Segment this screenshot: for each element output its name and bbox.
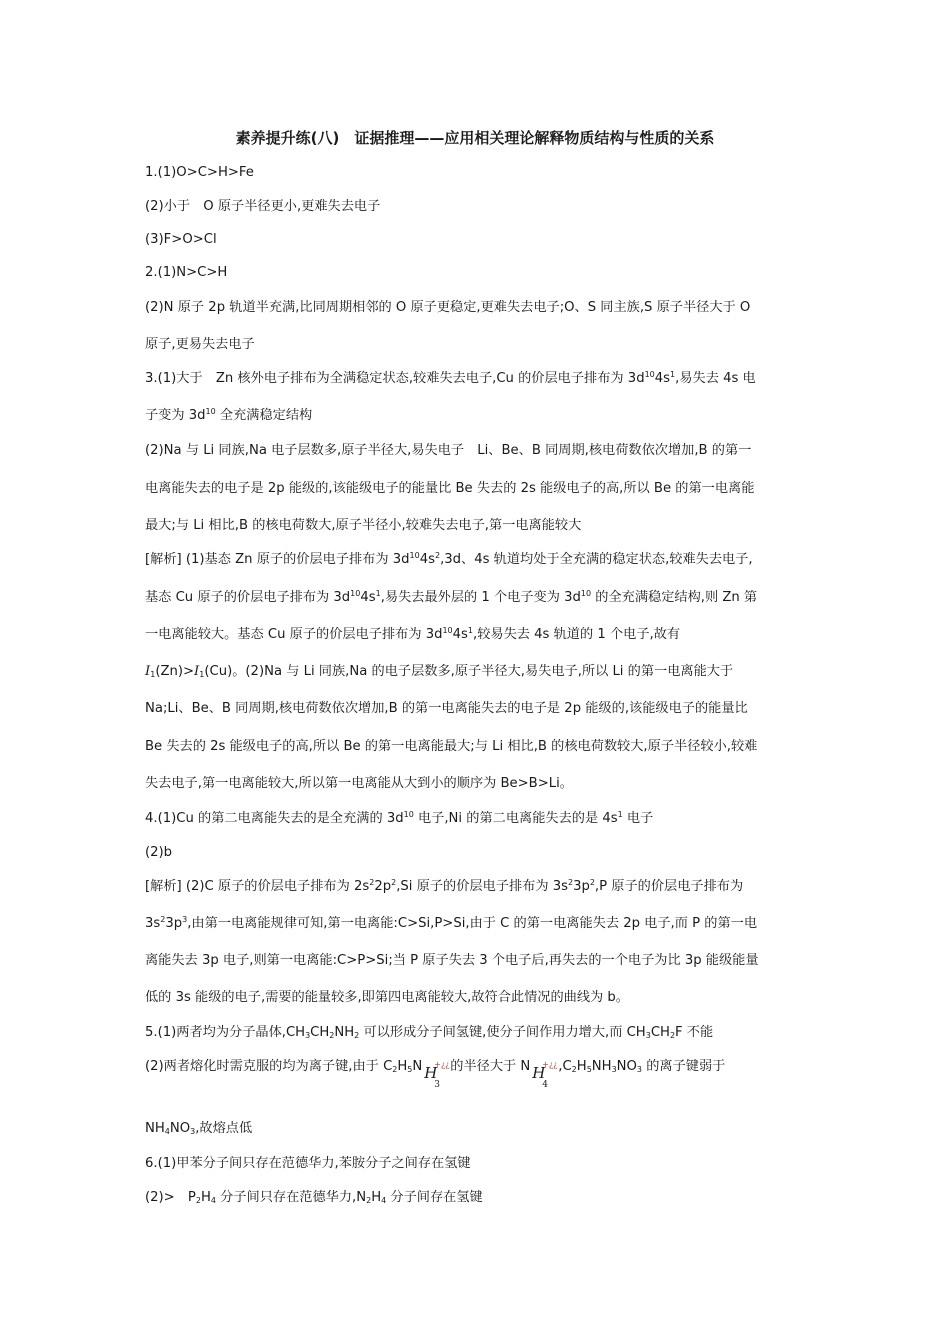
ammonium-ion-h4: H +¿¿ 4 [532,1060,558,1090]
page-title: 素养提升练(八) 证据推理——应用相关理论解释物质结构与性质的关系 [235,129,715,147]
answer-5-2-line2: $NH_4NO_3$,故熔点低 [145,1121,253,1136]
answer-4-2: (2)b [145,845,173,860]
analysis-3-line5: Na;Li、Be、B 同周期,核电荷数依次增加,B 的第一电离能失去的电子是 2p 能级的,该能级电子的能量比 [145,701,748,716]
answer-5-2-line1: (2)两者熔化时需克服的均为离子键,由于 $C_2H_5N$ H +¿¿ 3 的半径大于 N H +¿¿ 4 $,C_2H_5NH_3NO_3$ 的离子键弱于 [145,1059,726,1090]
answer-6-1: 6.(1)甲苯分子间只存在范德华力,苯胺分子之间存在氢键 [145,1156,471,1171]
analysis-3-line2: 基态 Cu 原子的价层电子排布为 $3d^{10}4s^1$,易失去最外层的 1 个电子变为 $3d^{10}$ 的全充满稳定结构,则 Zn 第 [145,589,758,605]
answer-6-2: (2)> $P_2H_4$ 分子间只存在范德华力$,N_2H_4$ 分子间存在氢键 [145,1190,483,1205]
answer-2-2-line1: (2)N 原子 2p 轨道半充满,比同周期相邻的 O 原子更稳定,更难失去电子;O、S 同主族,S 原子半径大于 O [145,300,751,315]
analysis-3-line7: 失去电子,第一电离能较大,所以第一电离能从大到小的顺序为 Be>B>Li。 [145,776,573,791]
answer-3-2-line2: 电离能失去的电子是 2p 能级的,该能级电子的能量比 Be 失去的 2s 能级电子的高,所以 Be 的第一电离能 [145,481,755,496]
answer-1-2: (2)小于 O 原子半径更小,更难失去电子 [145,199,381,214]
analysis-4-line1: [解析] (2)C 原子的价层电子排布为 $2s^22p^2,Si$ 原子的价层电子排布为 $3s^23p^2,P$ 原子的价层电子排布为 [145,878,744,894]
answer-3-2-line3: 最大;与 Li 相比,B 的核电荷数大,原子半径小,较难失去电子,第一电离能较大 [145,518,582,533]
ammonium-ion-h3: H +¿¿ 3 [424,1060,450,1090]
analysis-3-line3: 一电离能较大。基态 Cu 原子的价层电子排布为 $3d^{10}4s^1$,较易失去 4s 轨道的 1 个电子,故有 [145,626,681,642]
answer-3-2-line1: (2)Na 与 Li 同族,Na 电子层数多,原子半径大,易失电子 Li、Be、B 同周期,核电荷数依次增加,B 的第一 [145,443,752,458]
answer-3-1-line2: 子变为 $3d^{10}$ 全充满稳定结构 [145,407,313,423]
answer-2-1: 2.(1)N>C>H [145,265,228,280]
answer-4-1: 4.(1)Cu 的第二电离能失去的是全充满的 $3d^{10}$ 电子,Ni 的第二电离能失去的是 $4s^1$ 电子 [145,810,654,826]
analysis-3-line6: Be 失去的 2s 能级电子的高,所以 Be 的第一电离能最大;与 Li 相比,B 的核电荷数较大,原子半径较小,较难 [145,739,758,754]
answer-1-1: 1.(1)O>C>H>Fe [145,165,254,180]
analysis-4-line2: $3s^23p^3$,由第一电离能规律可知,第一电离能:C>Si,P>Si,由于 C 的第一电离能失去 2p 电子,而 P 的第一电 [145,915,758,931]
answer-3-1-line1: 3.(1)大于 Zn 核外电子排布为全满稳定状态,较难失去电子,Cu 的价层电子排布为 $3d^{10}4s^1$,易失去 4s 电 [145,370,756,386]
analysis-3-line1: [解析] (1)基态 Zn 原子的价层电子排布为 $3d^{10}4s^2,3d$、4s 轨道均处于全充满的稳定状态,较难失去电子, [145,551,753,567]
analysis-4-line4: 低的 3s 能级的电子,需要的能量较多,即第四电离能较大,故符合此情况的曲线为 b。 [145,990,629,1005]
analysis-4-line3: 离能失去 3p 电子,则第一电离能:C>P>Si;当 P 原子失去 3 个电子后,再失去的一个电子为比 3p 能级能量 [145,953,759,968]
answer-2-2-line2: 原子,更易失去电子 [145,337,255,352]
answer-5-1: 5.(1)两者均为分子晶体$,CH_3CH_2NH_2$ 可以形成分子间氢键,使分子间作用力增大,而 $CH_3CH_2F$ 不能 [145,1025,714,1040]
answer-1-3: (3)F>O>Cl [145,232,217,247]
analysis-3-line4: $I_1(Zn)>I_1(Cu)$。(2)Na 与 Li 同族,Na 的电子层数多,原子半径大,易失电子,所以 Li 的第一电离能大于 [145,664,734,679]
